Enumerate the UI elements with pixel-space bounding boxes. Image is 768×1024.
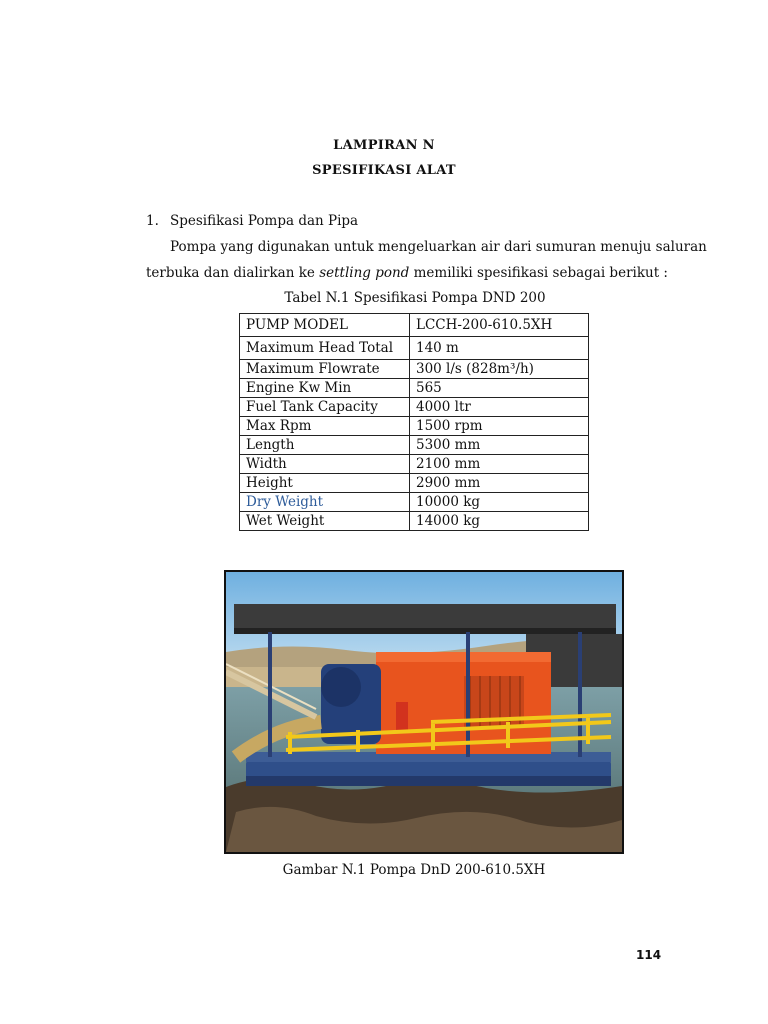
table-cell-label: Dry Weight [240, 493, 410, 512]
red-valve [396, 702, 408, 732]
paragraph-text: memiliki spesifikasi sebagai berikut : [409, 265, 668, 281]
table-row [240, 417, 589, 436]
pump-housing-roof [376, 652, 551, 662]
section-title: Spesifikasi Pompa dan Pipa [170, 213, 359, 229]
table-cell-label: Wet Weight [240, 512, 410, 531]
table-cell-label: PUMP MODEL [240, 314, 410, 337]
table-row [240, 493, 589, 512]
pump-illustration [226, 572, 622, 852]
table-cell-value: 2100 mm [410, 455, 589, 474]
paragraph-text: terbuka dan dialirkan ke [146, 265, 320, 281]
table-row [240, 455, 589, 474]
table-cell-value: 1500 rpm [410, 417, 589, 436]
table-cell-label: Maximum Head Total [240, 337, 410, 360]
canopy [234, 604, 616, 632]
table-cell-value: 5300 mm [410, 436, 589, 455]
paragraph-line-1: Pompa yang digunakan untuk mengeluarkan air dari sumuran menuju saluran [170, 239, 707, 255]
table-row [240, 337, 589, 360]
table-row [240, 512, 589, 531]
appendix-title: LAMPIRAN N [333, 138, 435, 153]
table-row [240, 314, 589, 337]
table-row [240, 360, 589, 379]
table-cell-label: Fuel Tank Capacity [240, 398, 410, 417]
table-cell-value: 10000 kg [410, 493, 589, 512]
table-cell-label: Maximum Flowrate [240, 360, 410, 379]
table-row [240, 474, 589, 493]
pump-photo [224, 570, 624, 854]
table-cell-value: 140 m [410, 337, 589, 360]
paragraph-line-2 [146, 265, 668, 281]
appendix-subtitle: SPESIFIKASI ALAT [312, 163, 456, 178]
table-cell-label: Length [240, 436, 410, 455]
figure-caption: Gambar N.1 Pompa DnD 200-610.5XH [282, 862, 546, 878]
paragraph-italic-term: settling pond [319, 265, 410, 281]
table-cell-value: 300 l/s (828m³/h) [410, 360, 589, 379]
table-cell-value: LCCH-200-610.5XH [410, 314, 589, 337]
table-cell-label: Engine Kw Min [240, 379, 410, 398]
table-row [240, 379, 589, 398]
pump-volute [321, 667, 361, 707]
table-row [240, 436, 589, 455]
page-number: 114 [636, 948, 662, 962]
table-cell-label: Max Rpm [240, 417, 410, 436]
table-row [240, 398, 589, 417]
table-cell-value: 14000 kg [410, 512, 589, 531]
table-cell-value: 565 [410, 379, 589, 398]
table-cell-label: Width [240, 455, 410, 474]
table-cell-value: 2900 mm [410, 474, 589, 493]
spec-table [239, 313, 589, 531]
canopy-edge [234, 628, 616, 634]
table-cell-value: 4000 ltr [410, 398, 589, 417]
table-cell-label: Height [240, 474, 410, 493]
pontoon-shade [246, 776, 611, 786]
section-number: 1. [146, 213, 159, 229]
table-caption: Tabel N.1 Spesifikasi Pompa DND 200 [284, 290, 546, 306]
